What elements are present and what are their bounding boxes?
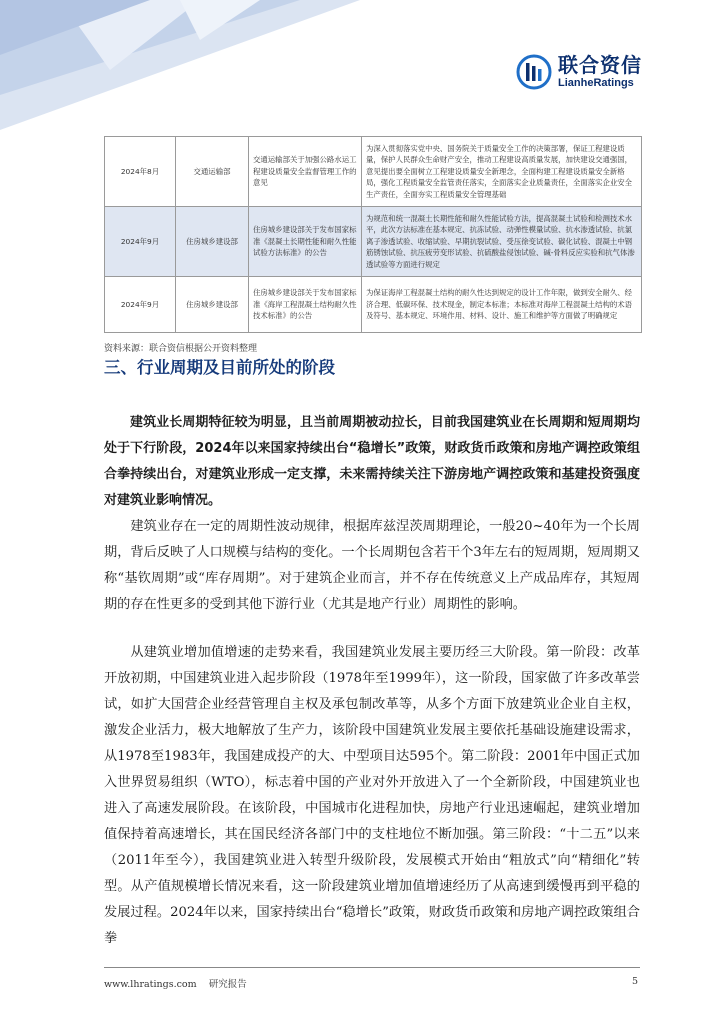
logo-english-name: LianheRatings (558, 77, 634, 89)
department-cell: 住房城乡建设部 (176, 207, 249, 277)
policy-table (104, 136, 642, 333)
logo-chinese-name: 联合资信 (558, 53, 642, 77)
header-corner-decoration (0, 0, 360, 130)
lianhe-logo-icon (516, 54, 552, 90)
date-cell: 2024年9月 (105, 207, 176, 277)
footer-divider (104, 967, 640, 968)
body-paragraph-2: 从建筑业增加值增速的走势来看，我国建筑业发展主要历经三大阶段。第一阶段：改革开放初期，中国建筑业进入起步阶段（1978年至1999年），这一阶段，国家做了许多改革尝试，如扩大国营企业经营管理自主权及承包制改革等，从多个方面下放建筑业企业自主权，激发企业活力，极大地解放了生产力，该阶段中国建筑业发展主要依托基础设施建设需求，从1978至1983年，我国建成投产的大、中型项目达595个。第二阶段：2001年中国正式加入世界贸易组织（WTO），标志着中国的产业对外开放进入了一个全新阶段，中国建筑业也进入了高速发展阶段。在该阶段，中国城市化进程加快，房地产行业迅速崛起，建筑业增加值保持着高速增长，其在国民经济各部门中的支柱地位不断加强。第三阶段：“十二五”以来（2011年至今），我国建筑业进入转型升级阶段，发展模式开始由“粗放式”向“精细化”转型。从产值规模增长情况来看，这一阶段建筑业增加值增速经历了从高速到缓慢再到平稳的发展过程。2024年以来，国家持续出台“稳增长”政策，财政货币政策和房地产调控政策组合拳 (104, 645, 640, 946)
policy-content-cell: 为规范和统一混凝土长期性能和耐久性能试验方法，提高混凝土试验和检测技术水平，此次方法标准在基本规定、抗冻试验、动弹性模量试验、抗水渗透试验、抗氯离子渗透试验、收缩试验、早期抗裂试验、受压徐变试验、碳化试验、混凝土中钢筋锈蚀试验、抗压疲劳变形试验、抗硫酸盐侵蚀试验、碱-骨料反应实验和抗气体渗透试验等方面进行规定 (362, 207, 642, 277)
table-row (105, 277, 642, 333)
page-number: 5 (631, 976, 638, 987)
policy-title-cell: 交通运输部关于加强公路水运工程建设质量安全监督管理工作的意见 (249, 137, 362, 207)
department-cell: 住房城乡建设部 (176, 277, 249, 333)
table-source-note: 资料来源：联合资信根据公开资料整理 (104, 344, 258, 354)
footer-left (104, 976, 247, 990)
company-logo (516, 54, 642, 90)
date-cell: 2024年8月 (105, 137, 176, 207)
summary-paragraph: 建筑业长周期特征较为明显，且当前周期被动拉长，目前我国建筑业在长周期和短周期均处于下行阶段，2024年以来国家持续出台“稳增长”政策，财政货币政策和房地产调控政策组合拳持续出台，对建筑业形成一定支撑，未来需持续关注下游房地产调控政策和基建投资强度对建筑业影响情况。 (104, 415, 640, 508)
department-cell: 交通运输部 (176, 137, 249, 207)
footer-website-link[interactable]: www.lhratings.com (104, 979, 197, 990)
table-row (105, 137, 642, 207)
policy-content-cell: 为保证海岸工程混凝土结构的耐久性达到规定的设计工作年限，做到安全耐久、经济合理、低碳环保、技术现金，制定本标准；本标准对海岸工程混凝土结构的术语及符号、基本规定、环境作用、材料、设计、施工和维护等方面做了明确规定 (362, 277, 642, 333)
table-row (105, 207, 642, 277)
section-title: 三、行业周期及目前所处的阶段 (104, 358, 335, 377)
date-cell: 2024年9月 (105, 277, 176, 333)
footer-report-label: 研究报告 (208, 979, 247, 990)
policy-title-cell: 住房城乡建设部关于发布国家标准《混凝土长期性能和耐久性能试验方法标准》的公告 (249, 207, 362, 277)
policy-title-cell: 住房城乡建设部关于发布国家标准《海岸工程混凝土结构耐久性技术标准》的公告 (249, 277, 362, 333)
body-paragraph-1: 建筑业存在一定的周期性波动规律，根据库兹涅茨周期理论，一般20~40年为一个长周期，背后反映了人口规模与结构的变化。一个长周期包含若干个3年左右的短周期，短周期又称“基钦周期”或“库存周期”。对于建筑企业而言，并不存在传统意义上产成品库存，其短周期的存在性更多的受到其他下游行业（尤其是地产行业）周期性的影响。 (104, 519, 640, 612)
policy-content-cell: 为深入贯彻落实党中央、国务院关于质量安全工作的决策部署，保证工程建设质量，保护人民群众生命财产安全，推动工程建设高质量发展，加快建设交通强国，意见提出要全面树立工程建设质量安全新理念，全面构建工程建设质量安全新格局，强化工程质量安全监管责任落实，全面落实企业质量责任，全面落实企业安全生产责任，全面夯实工程质量安全管理基础 (362, 137, 642, 207)
